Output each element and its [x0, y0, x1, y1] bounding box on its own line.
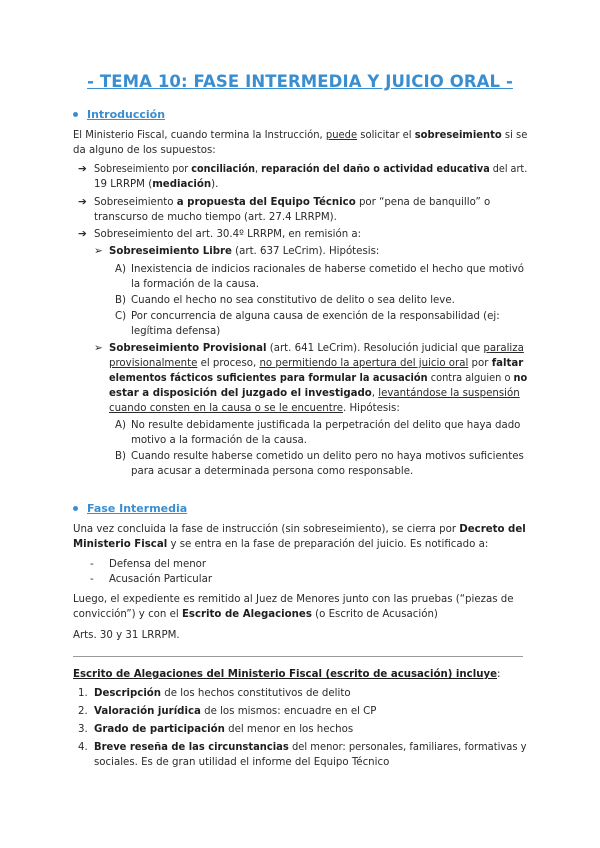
- arts-reference: Arts. 30 y 31 LRRPM.: [73, 630, 180, 641]
- escrito-item-4-line2: sociales. Es de gran utilidad el informe del Equipo Técnico: [94, 757, 390, 768]
- intro-paragraph-line2: da alguno de los supuestos:: [73, 145, 216, 156]
- number-marker: 1.: [78, 688, 88, 699]
- escrito-title: Escrito de Alegaciones del Ministerio Fiscal (escrito de acusación) incluye:: [73, 669, 501, 680]
- sobreseimiento-libre: Sobreseimiento Libre (art. 637 LeCrim). Hipótesis:: [109, 246, 380, 257]
- list-marker: A): [115, 264, 126, 275]
- provisional-item-a-line2: motivo a la formación de la causa.: [131, 435, 308, 446]
- item-equipo-tecnico-line2: transcurso de mucho tiempo (art. 27.4 LRRPM).: [94, 212, 337, 223]
- item-equipo-tecnico-line1: Sobreseimiento a propuesta del Equipo Técnico por “pena de banquillo” o: [94, 197, 491, 208]
- list-marker: C): [115, 311, 127, 322]
- escrito-item-3: Grado de participación del menor en los hechos: [94, 724, 354, 735]
- libre-item-b: Cuando el hecho no sea constitutivo de delito o sea delito leve.: [131, 295, 455, 306]
- item-conciliacion-line1: Sobreseimiento por conciliación, reparación del daño o actividad educativa del art.: [94, 164, 528, 175]
- notificado-acusacion: Acusación Particular: [109, 574, 213, 585]
- provisional-line2: provisionalmente el proceso, no permitiendo la apertura del juicio oral por faltar: [109, 358, 524, 369]
- number-marker: 3.: [78, 724, 88, 735]
- notificado-defensa: Defensa del menor: [109, 559, 207, 570]
- escrito-item-4-line1: Breve reseña de las circunstancias del menor: personales, familiares, formativas y: [94, 742, 527, 753]
- escrito-item-2: Valoración jurídica de los mismos: encuadre en el CP: [94, 706, 377, 717]
- item-conciliacion-line2: 19 LRRPM (mediación).: [94, 179, 219, 190]
- bullet-dot-icon: [73, 506, 78, 511]
- arrow-bullet-icon: ➔: [78, 196, 87, 208]
- libre-item-a-line1: Inexistencia de indicios racionales de haberse cometido el hecho que motivó: [131, 264, 525, 275]
- bullet-dot-icon: [73, 112, 78, 117]
- number-marker: 4.: [78, 742, 88, 753]
- list-marker: B): [115, 451, 126, 462]
- list-marker: A): [115, 420, 126, 431]
- intro-paragraph-line1: El Ministerio Fiscal, cuando termina la Instrucción, puede solicitar el sobreseimiento si se: [73, 130, 528, 141]
- section-heading-introduccion: Introducción: [73, 108, 165, 121]
- number-marker: 2.: [78, 706, 88, 717]
- section-heading-fase-intermedia: Fase Intermedia: [73, 502, 187, 515]
- chevron-bullet-icon: ➢: [94, 342, 103, 354]
- libre-item-c-line2: legítima defensa): [131, 326, 221, 337]
- horizontal-divider: [73, 656, 523, 657]
- fase-paragraph2-line1: Luego, el expediente es remitido al Juez de Menores junto con las pruebas (“piezas de: [73, 594, 514, 605]
- fase-paragraph-line2: Ministerio Fiscal y se entra en la fase de preparación del juicio. Es notificado a:: [73, 539, 489, 550]
- escrito-item-1: Descripción de los hechos constitutivos de delito: [94, 688, 351, 699]
- dash-marker: -: [90, 559, 94, 570]
- libre-item-a-line2: la formación de la causa.: [131, 279, 260, 290]
- provisional-line4: estar a disposición del juzgado el investigado, levantándose la suspensión: [109, 388, 520, 399]
- libre-item-c-line1: Por concurrencia de alguna causa de exención de la responsabilidad (ej:: [131, 311, 500, 322]
- provisional-item-b-line2: para acusar a determinada persona como responsable.: [131, 466, 414, 477]
- arrow-bullet-icon: ➔: [78, 163, 87, 175]
- provisional-line1: Sobreseimiento Provisional (art. 641 LeCrim). Resolución judicial que paraliza: [109, 343, 524, 354]
- dash-marker: -: [90, 574, 94, 585]
- item-art-30-4: Sobreseimiento del art. 30.4º LRRPM, en remisión a:: [94, 229, 362, 240]
- provisional-line3: elementos fácticos suficientes para formular la acusación contra alguien o no: [109, 373, 528, 384]
- arrow-bullet-icon: ➔: [78, 228, 87, 240]
- list-marker: B): [115, 295, 126, 306]
- fase-paragraph-line1: Una vez concluida la fase de instrucción (sin sobreseimiento), se cierra por Decreto del: [73, 524, 526, 535]
- provisional-item-a-line1: No resulte debidamente justificada la perpetración del delito que haya dado: [131, 420, 521, 431]
- chevron-bullet-icon: ➢: [94, 245, 103, 257]
- page-title: - TEMA 10: FASE INTERMEDIA Y JUICIO ORAL -: [87, 72, 513, 91]
- fase-paragraph2-line2: convicción”) y con el Escrito de Alegaciones (o Escrito de Acusación): [73, 609, 438, 620]
- provisional-item-b-line1: Cuando resulte haberse cometido un delito pero no haya motivos suficientes: [131, 451, 524, 462]
- provisional-line5: cuando consten en la causa o se le encuentre. Hipótesis:: [109, 403, 400, 414]
